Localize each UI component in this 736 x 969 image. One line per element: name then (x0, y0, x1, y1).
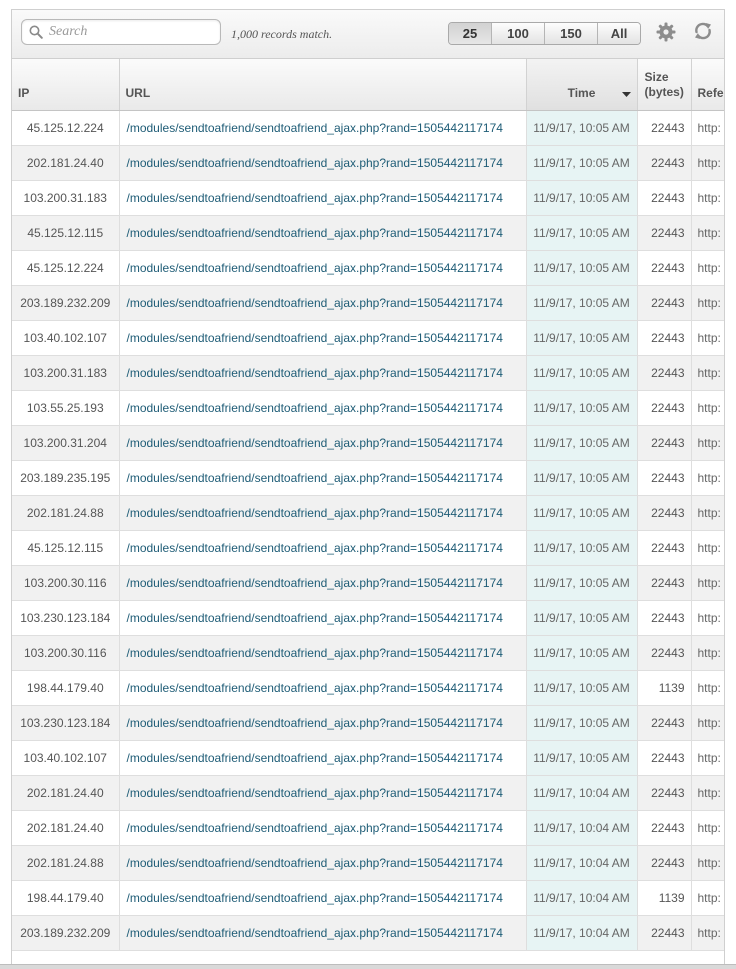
ip-cell: 103.200.31.204 (12, 425, 119, 460)
ip-cell: 203.189.232.209 (12, 285, 119, 320)
ip-cell: 202.181.24.88 (12, 845, 119, 880)
table-row[interactable] (12, 565, 724, 600)
time-cell: 11/9/17, 10:05 AM (526, 670, 637, 705)
url-cell[interactable]: /modules/sendtoafriend/sendtoafriend_ajax.php?rand=1505442117174 (119, 355, 526, 390)
url-cell[interactable]: /modules/sendtoafriend/sendtoafriend_ajax.php?rand=1505442117174 (119, 880, 526, 915)
time-cell: 11/9/17, 10:04 AM (526, 915, 637, 950)
table-row[interactable] (12, 460, 724, 495)
size-cell: 22443 (637, 810, 691, 845)
table-row[interactable] (12, 530, 724, 565)
url-cell[interactable]: /modules/sendtoafriend/sendtoafriend_ajax.php?rand=1505442117174 (119, 915, 526, 950)
time-cell: 11/9/17, 10:05 AM (526, 180, 637, 215)
size-cell: 22443 (637, 390, 691, 425)
time-cell: 11/9/17, 10:05 AM (526, 390, 637, 425)
referrer-cell: http: (691, 180, 724, 215)
referrer-cell: http: (691, 285, 724, 320)
table-row[interactable] (12, 880, 724, 915)
time-cell: 11/9/17, 10:04 AM (526, 775, 637, 810)
size-cell: 22443 (637, 845, 691, 880)
table-row[interactable] (12, 355, 724, 390)
referrer-cell: http: (691, 460, 724, 495)
size-cell: 22443 (637, 530, 691, 565)
page-size-all-button[interactable]: All (597, 23, 640, 44)
table-row[interactable] (12, 670, 724, 705)
referrer-cell: http: (691, 215, 724, 250)
time-cell: 11/9/17, 10:05 AM (526, 145, 637, 180)
size-cell: 22443 (637, 460, 691, 495)
gear-icon (655, 21, 677, 43)
table-row[interactable] (12, 390, 724, 425)
url-cell[interactable]: /modules/sendtoafriend/sendtoafriend_ajax.php?rand=1505442117174 (119, 565, 526, 600)
referrer-cell: http: (691, 495, 724, 530)
ip-cell: 103.200.31.183 (12, 180, 119, 215)
url-cell[interactable]: /modules/sendtoafriend/sendtoafriend_ajax.php?rand=1505442117174 (119, 810, 526, 845)
ip-cell: 203.189.232.209 (12, 915, 119, 950)
log-table-container (12, 59, 724, 969)
search-input[interactable] (49, 22, 214, 42)
size-cell: 22443 (637, 355, 691, 390)
sort-desc-icon (622, 92, 631, 97)
table-row[interactable] (12, 180, 724, 215)
ip-cell: 103.230.123.184 (12, 705, 119, 740)
column-header-url[interactable]: URL (119, 59, 526, 110)
time-cell: 11/9/17, 10:05 AM (526, 250, 637, 285)
table-row[interactable] (12, 250, 724, 285)
referrer-cell: http: (691, 670, 724, 705)
size-cell: 22443 (637, 635, 691, 670)
table-row[interactable] (12, 775, 724, 810)
time-cell: 11/9/17, 10:05 AM (526, 565, 637, 600)
table-row[interactable] (12, 215, 724, 250)
table-row[interactable] (12, 320, 724, 355)
url-cell[interactable]: /modules/sendtoafriend/sendtoafriend_ajax.php?rand=1505442117174 (119, 495, 526, 530)
size-cell: 22443 (637, 565, 691, 600)
url-cell[interactable]: /modules/sendtoafriend/sendtoafriend_ajax.php?rand=1505442117174 (119, 600, 526, 635)
size-cell: 22443 (637, 740, 691, 775)
url-cell[interactable]: /modules/sendtoafriend/sendtoafriend_ajax.php?rand=1505442117174 (119, 460, 526, 495)
column-header-time[interactable] (526, 59, 637, 110)
time-cell: 11/9/17, 10:05 AM (526, 740, 637, 775)
ip-cell: 103.200.30.116 (12, 635, 119, 670)
size-cell: 22443 (637, 320, 691, 355)
referrer-cell: http: (691, 320, 724, 355)
refresh-button[interactable] (692, 20, 714, 42)
time-cell: 11/9/17, 10:05 AM (526, 110, 637, 145)
table-row[interactable] (12, 285, 724, 320)
url-cell[interactable]: /modules/sendtoafriend/sendtoafriend_ajax.php?rand=1505442117174 (119, 215, 526, 250)
referrer-cell: http: (691, 425, 724, 460)
table-row[interactable] (12, 810, 724, 845)
column-header-time-label: Time (567, 85, 596, 100)
size-cell: 22443 (637, 495, 691, 530)
ip-cell: 103.55.25.193 (12, 390, 119, 425)
url-cell[interactable]: /modules/sendtoafriend/sendtoafriend_ajax.php?rand=1505442117174 (119, 110, 526, 145)
time-cell: 11/9/17, 10:05 AM (526, 355, 637, 390)
table-row[interactable] (12, 145, 724, 180)
url-cell[interactable]: /modules/sendtoafriend/sendtoafriend_ajax.php?rand=1505442117174 (119, 705, 526, 740)
table-row[interactable] (12, 110, 724, 145)
time-cell: 11/9/17, 10:04 AM (526, 845, 637, 880)
url-cell[interactable]: /modules/sendtoafriend/sendtoafriend_ajax.php?rand=1505442117174 (119, 635, 526, 670)
ip-cell: 103.200.31.183 (12, 355, 119, 390)
column-header-ip[interactable]: IP (12, 59, 119, 110)
referrer-cell: http: (691, 145, 724, 180)
url-cell[interactable]: /modules/sendtoafriend/sendtoafriend_ajax.php?rand=1505442117174 (119, 390, 526, 425)
referrer-cell: http: (691, 355, 724, 390)
ip-cell: 202.181.24.40 (12, 810, 119, 845)
table-row[interactable] (12, 740, 724, 775)
referrer-cell: http: (691, 390, 724, 425)
size-cell: 1139 (637, 670, 691, 705)
url-cell[interactable]: /modules/sendtoafriend/sendtoafriend_ajax.php?rand=1505442117174 (119, 845, 526, 880)
referrer-cell: http: (691, 565, 724, 600)
referrer-cell: http: (691, 775, 724, 810)
size-cell: 22443 (637, 285, 691, 320)
url-cell[interactable]: /modules/sendtoafriend/sendtoafriend_ajax.php?rand=1505442117174 (119, 740, 526, 775)
search-icon (29, 25, 43, 39)
search-box[interactable] (21, 19, 221, 45)
access-log-table (12, 59, 724, 951)
ip-cell: 202.181.24.40 (12, 775, 119, 810)
size-cell: 22443 (637, 250, 691, 285)
table-header-row (12, 59, 724, 110)
size-cell: 22443 (637, 425, 691, 460)
table-row[interactable] (12, 425, 724, 460)
referrer-cell: http: (691, 530, 724, 565)
url-cell[interactable]: /modules/sendtoafriend/sendtoafriend_ajax.php?rand=1505442117174 (119, 145, 526, 180)
url-cell[interactable]: /modules/sendtoafriend/sendtoafriend_ajax.php?rand=1505442117174 (119, 285, 526, 320)
ip-cell: 103.230.123.184 (12, 600, 119, 635)
time-cell: 11/9/17, 10:05 AM (526, 530, 637, 565)
table-row[interactable] (12, 635, 724, 670)
ip-cell: 203.189.235.195 (12, 460, 119, 495)
ip-cell: 103.40.102.107 (12, 320, 119, 355)
table-body (12, 110, 724, 950)
size-cell: 22443 (637, 915, 691, 950)
ip-cell: 45.125.12.115 (12, 530, 119, 565)
table-row[interactable] (12, 845, 724, 880)
page-size-selector (448, 22, 641, 45)
url-cell[interactable]: /modules/sendtoafriend/sendtoafriend_ajax.php?rand=1505442117174 (119, 320, 526, 355)
horizontal-scrollbar[interactable] (0, 964, 736, 969)
referrer-cell: http: (691, 635, 724, 670)
referrer-cell: http: (691, 740, 724, 775)
url-cell[interactable]: /modules/sendtoafriend/sendtoafriend_ajax.php?rand=1505442117174 (119, 670, 526, 705)
size-cell: 22443 (637, 215, 691, 250)
referrer-cell: http: (691, 600, 724, 635)
time-cell: 11/9/17, 10:05 AM (526, 460, 637, 495)
access-log-panel (11, 9, 725, 969)
url-cell[interactable]: /modules/sendtoafriend/sendtoafriend_ajax.php?rand=1505442117174 (119, 250, 526, 285)
ip-cell: 45.125.12.224 (12, 250, 119, 285)
page-size-100-button[interactable]: 100 (491, 23, 544, 44)
ip-cell: 45.125.12.224 (12, 110, 119, 145)
refresh-icon (692, 20, 714, 42)
time-cell: 11/9/17, 10:04 AM (526, 810, 637, 845)
size-cell: 22443 (637, 145, 691, 180)
referrer-cell: http: (691, 705, 724, 740)
table-row[interactable] (12, 600, 724, 635)
referrer-cell: http: (691, 845, 724, 880)
column-header-size[interactable]: Size (bytes) (637, 59, 691, 110)
size-cell: 22443 (637, 775, 691, 810)
url-cell[interactable]: /modules/sendtoafriend/sendtoafriend_ajax.php?rand=1505442117174 (119, 180, 526, 215)
time-cell: 11/9/17, 10:05 AM (526, 635, 637, 670)
time-cell: 11/9/17, 10:05 AM (526, 600, 637, 635)
table-row[interactable] (12, 495, 724, 530)
referrer-cell: http: (691, 880, 724, 915)
size-cell: 22443 (637, 180, 691, 215)
size-cell: 22443 (637, 110, 691, 145)
time-cell: 11/9/17, 10:04 AM (526, 880, 637, 915)
ip-cell: 202.181.24.88 (12, 495, 119, 530)
page-size-25-button[interactable]: 25 (449, 23, 491, 44)
size-cell: 22443 (637, 705, 691, 740)
time-cell: 11/9/17, 10:05 AM (526, 320, 637, 355)
url-cell[interactable]: /modules/sendtoafriend/sendtoafriend_ajax.php?rand=1505442117174 (119, 425, 526, 460)
referrer-cell: http: (691, 810, 724, 845)
settings-button[interactable] (655, 21, 677, 43)
time-cell: 11/9/17, 10:05 AM (526, 285, 637, 320)
time-cell: 11/9/17, 10:05 AM (526, 215, 637, 250)
referrer-cell: http: (691, 110, 724, 145)
column-header-referrer[interactable]: Refe (691, 59, 724, 110)
table-row[interactable] (12, 915, 724, 950)
time-cell: 11/9/17, 10:05 AM (526, 495, 637, 530)
time-cell: 11/9/17, 10:05 AM (526, 425, 637, 460)
ip-cell: 198.44.179.40 (12, 670, 119, 705)
ip-cell: 103.40.102.107 (12, 740, 119, 775)
ip-cell: 198.44.179.40 (12, 880, 119, 915)
ip-cell: 103.200.30.116 (12, 565, 119, 600)
size-cell: 1139 (637, 880, 691, 915)
page-size-150-button[interactable]: 150 (544, 23, 597, 44)
url-cell[interactable]: /modules/sendtoafriend/sendtoafriend_ajax.php?rand=1505442117174 (119, 775, 526, 810)
referrer-cell: http: (691, 250, 724, 285)
toolbar (12, 10, 724, 59)
referrer-cell: http: (691, 915, 724, 950)
ip-cell: 45.125.12.115 (12, 215, 119, 250)
table-row[interactable] (12, 705, 724, 740)
url-cell[interactable]: /modules/sendtoafriend/sendtoafriend_ajax.php?rand=1505442117174 (119, 530, 526, 565)
records-match-count: 1,000 records match. (231, 27, 333, 41)
time-cell: 11/9/17, 10:05 AM (526, 705, 637, 740)
ip-cell: 202.181.24.40 (12, 145, 119, 180)
size-cell: 22443 (637, 600, 691, 635)
